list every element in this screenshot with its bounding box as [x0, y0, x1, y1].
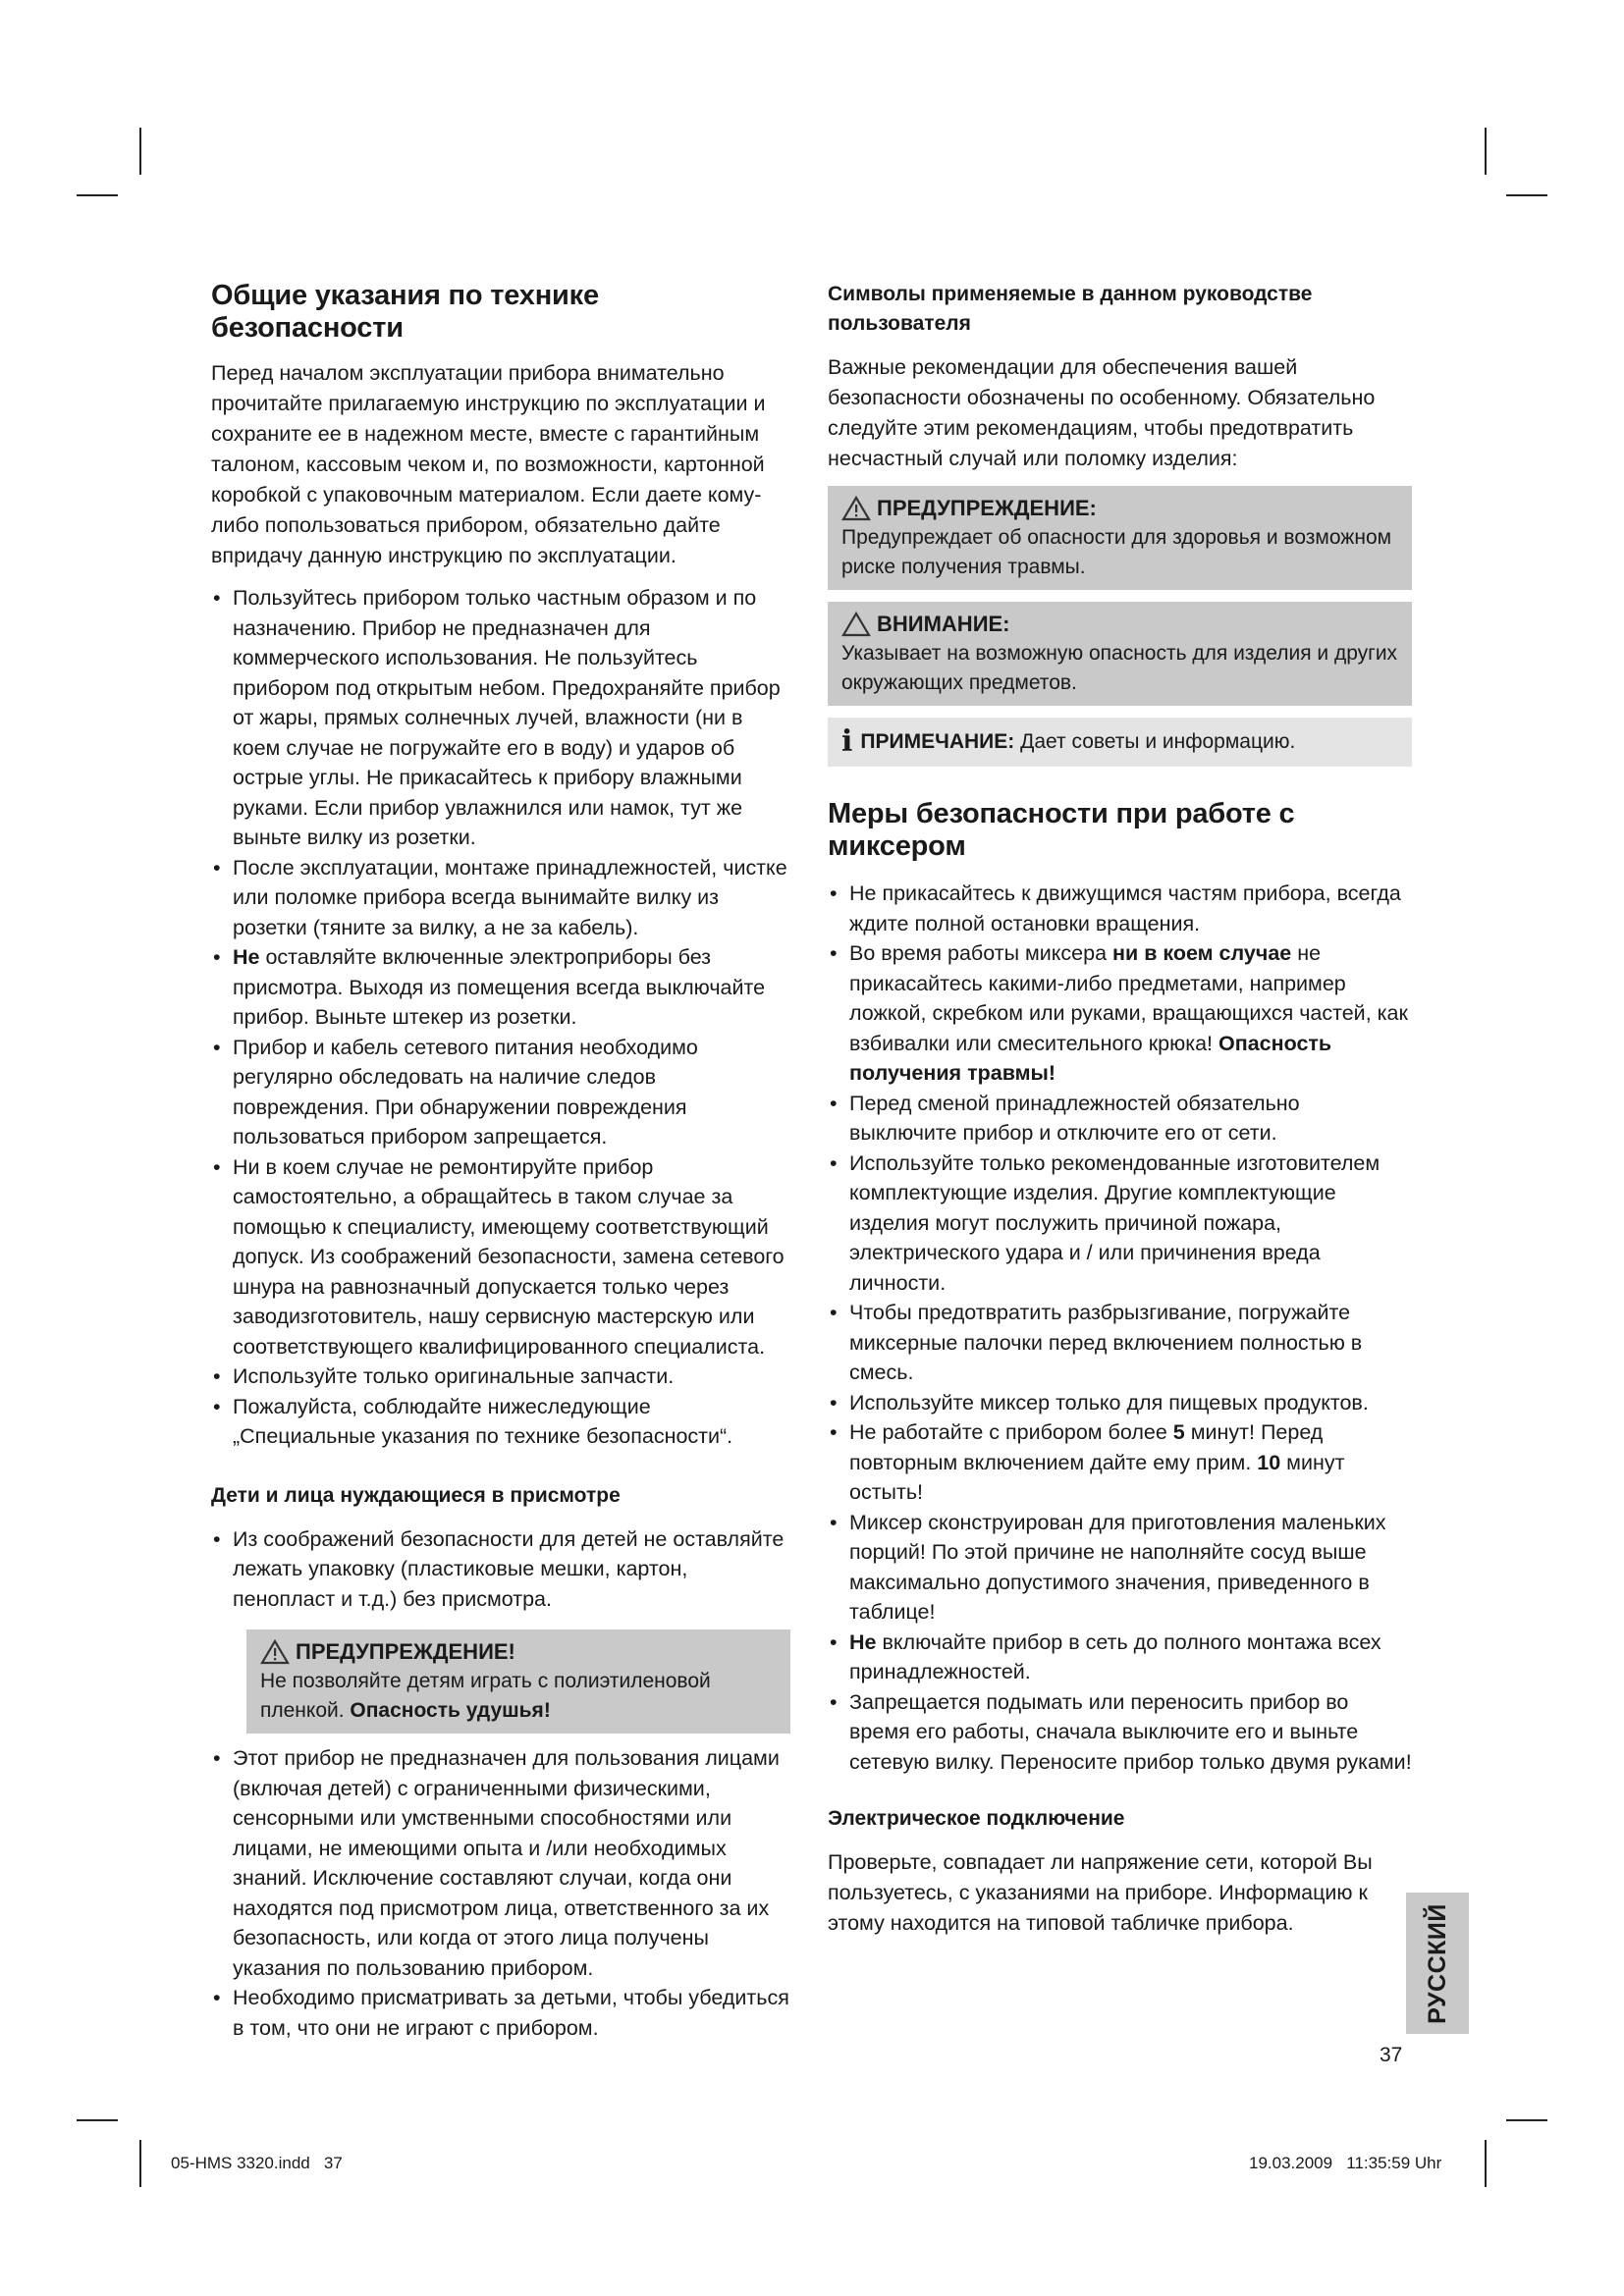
caution-box: [828, 602, 1412, 706]
section-title-general-safety: Общие указания по технике безопасности: [211, 280, 599, 344]
children-heading: Дети и лица нуждающиеся в присмотре: [211, 1483, 621, 1507]
crop-mark: [1506, 2119, 1547, 2121]
list-item: • Чтобы предотвратить разбрызгивание, погружайте миксерные палочки перед включением полностью в смесь.: [828, 1298, 1412, 1388]
right-column: [828, 280, 1412, 1950]
list-item-text: включайте прибор в сеть до полного монтажа всех принадлежностей.: [849, 1629, 1381, 1683]
warning-title-text: ПРЕДУПРЕЖДЕНИЕ:: [877, 496, 1097, 520]
warning-title: [841, 494, 1400, 523]
warning-triangle-icon: [841, 496, 871, 521]
info-icon: i: [841, 724, 853, 759]
section-title-mixer-safety: Меры безопасности при работе с миксером: [828, 798, 1295, 862]
note-box: [828, 718, 1412, 767]
caution-title: [841, 610, 1400, 639]
left-column: [211, 280, 790, 2053]
list-item-bold: 10: [1257, 1450, 1281, 1474]
bold-ne: Не: [233, 945, 260, 969]
mixer-safety-list: [828, 879, 1412, 1777]
crop-mark: [1506, 194, 1547, 196]
list-item: • Пожалуйста, соблюдайте нижеследующие „Специальные указания по технике безопасности“.: [211, 1392, 790, 1452]
list-item: • После эксплуатации, монтаже принадлежностей, чистке или поломке прибора всегда вынимайте вилку из розетки (тяните за вилку, а не за кабель).: [211, 853, 790, 943]
list-item: • Используйте только оригинальные запчасти.: [211, 1362, 790, 1392]
crop-mark: [139, 128, 141, 175]
symbols-intro: Важные рекомендации для обеспечения вашей безопасности обозначены по особенному. Обязательно следуйте этим рекомендациям, чтобы предотвратить несчастный случай или поломку изделия:: [828, 355, 1376, 470]
list-item: [828, 1628, 1412, 1687]
children-list: [211, 1524, 790, 1615]
list-item: • Прибор и кабель сетевого питания необходимо регулярно обследовать на наличие следов повреждения. При обнаружении повреждения пользоваться прибором запрещается.: [211, 1033, 790, 1152]
note-title: ПРИМЕЧАНИЕ:: [860, 730, 1015, 753]
footer-date: 19.03.2009 11:35:59 Uhr: [1249, 2154, 1442, 2172]
list-item: • Необходимо присматривать за детьми, чтобы убедиться в том, что они не играют с прибором.: [211, 1983, 790, 2043]
crop-mark: [1485, 128, 1487, 175]
note-text: Дает советы и информацию.: [1014, 730, 1296, 753]
crop-mark: [77, 2119, 118, 2121]
list-item-bold: Опасность получения травмы!: [849, 1031, 1332, 1085]
warning-triangle-icon: [260, 1639, 290, 1665]
caution-title-text: ВНИМАНИЕ:: [877, 612, 1010, 636]
electric-heading: Электрическое подключение: [828, 1807, 1125, 1830]
list-item-text: не прикасайтесь какими-либо предметами, например ложкой, скребком или руками, вращающихся частей, как взбивалки или смесительного крюка!: [849, 941, 1408, 1055]
list-item-text: Во время работы миксера: [849, 941, 1113, 965]
intro-paragraph: Перед началом эксплуатации прибора внимательно прочитайте прилагаемую инструкцию по эксплуатации и сохраните ее в надежном месте, вместе с гарантийным талоном, кассовым чеком и, по возможности, картонной коробкой с упаковочным материалом. Если даете кому-либо попользоваться прибором, обязательно дайте впридачу данную инструкцию по эксплуатации.: [211, 361, 766, 567]
list-item: • Не прикасайтесь к движущимся частям прибора, всегда ждите полной остановки вращения.: [828, 879, 1412, 938]
footer-file: 05-HMS 3320.indd 37: [171, 2154, 343, 2172]
list-item: • Используйте миксер только для пищевых продуктов.: [828, 1388, 1412, 1418]
warning-bold: Опасность удушья!: [350, 1699, 551, 1722]
list-item: • Этот прибор не предназначен для пользования лицами (включая детей) с ограниченными физическими, сенсорными или умственными способностями или лицами, не имеющими опыта и /или необходимых знаний. Исключение составляют случаи, когда они находятся под присмотром лица, ответственного за их безопасность, или когда от этого лица получены указания по пользованию прибором.: [211, 1743, 790, 1983]
warning-title-text: ПРЕДУПРЕЖДЕНИЕ!: [296, 1639, 515, 1664]
warning-box-children: [246, 1629, 790, 1734]
caution-triangle-icon: [841, 612, 871, 637]
list-item-bold: 5: [1172, 1420, 1185, 1444]
warning-text: Предупреждает об опасности для здоровья и возможном риске получения травмы.: [841, 526, 1392, 578]
page-number: 37: [1380, 2044, 1403, 2066]
list-item: • Ни в коем случае не ремонтируйте прибор самостоятельно, а обращайтесь в таком случае за помощью к специалисту, имеющему соответствующий допуск. Из соображений безопасности, замена сетевого шнура на равнозначный допускается только через заводизготовитель, нашу сервисную мастерскую или соответствующего квалифицированного специалиста.: [211, 1152, 790, 1362]
list-item: [828, 1417, 1412, 1508]
list-item-bold: ни в коем случае: [1112, 941, 1292, 965]
language-tab: [1406, 1893, 1469, 2034]
warning-body: [260, 1667, 779, 1726]
list-item: [828, 938, 1412, 1089]
list-item: • Из соображений безопасности для детей не оставляйте лежать упаковку (пластиковые мешки, картон, пенопласт и т.д.) без присмотра.: [211, 1524, 790, 1615]
list-item: • Пользуйтесь прибором только частным образом и по назначению. Прибор не предназначен для коммерческого использования. Не пользуйтесь прибором под открытым небом. Предохраняйте прибор от жары, прямых солнечных лучей, влажности (ни в коем случае не погружайте его в воду) и ударов об острые углы. Не прикасайтесь к прибору влажными руками. Если прибор увлажнился или намок, тут же выньте вилку из розетки.: [211, 583, 790, 853]
warning-title: [260, 1637, 779, 1667]
list-item-text: оставляйте включенные электроприборы без присмотра. Выходя из помещения всегда выключайте прибор. Выньте штекер из розетки.: [233, 945, 766, 1029]
list-item: • Миксер сконструирован для приготовления маленьких порций! По этой причине не наполняйте сосуд выше максимально допустимого значения, приведенного в таблице!: [828, 1508, 1412, 1628]
caution-text: Указывает на возможную опасность для изделия и других окружающих предметов.: [841, 642, 1398, 694]
warning-box: [828, 486, 1412, 590]
list-item: [211, 942, 790, 1033]
crop-mark: [139, 2140, 141, 2187]
list-item-bold: Не: [849, 1629, 877, 1654]
symbols-heading: Символы применяемые в данном руководстве пользователя: [828, 283, 1313, 335]
crop-mark: [77, 194, 118, 196]
language-tab-label: РУССКИЙ: [1423, 1902, 1451, 2024]
list-item: • Перед сменой принадлежностей обязательно выключите прибор и отключите его от сети.: [828, 1089, 1412, 1148]
warning-text: Не позволяйте детям играть с полиэтиленовой пленкой.: [260, 1670, 711, 1722]
general-safety-list: [211, 583, 790, 1452]
list-item-text: Не работайте с прибором более: [849, 1420, 1173, 1444]
list-item: • Используйте только рекомендованные изготовителем комплектующие изделия. Другие комплектующие изделия могут послужить причиной пожара, электрического удара и / или причинения вреда личности.: [828, 1148, 1412, 1299]
list-item-text: минут остыть!: [849, 1450, 1345, 1504]
list-item-text: минут! Перед повторным включением дайте ему прим.: [849, 1420, 1324, 1474]
crop-mark: [1485, 2140, 1487, 2187]
list-item: • Запрещается подымать или переносить прибор во время его работы, сначала выключите его и выньте сетевую вилку. Переносите прибор только двумя руками!: [828, 1687, 1412, 1778]
electric-text: Проверьте, совпадает ли напряжение сети, которой Вы пользуетесь, с указаниями на приборе. Информацию к этому находится на типовой табличке прибора.: [828, 1850, 1373, 1935]
children-list-2: [211, 1743, 790, 2043]
